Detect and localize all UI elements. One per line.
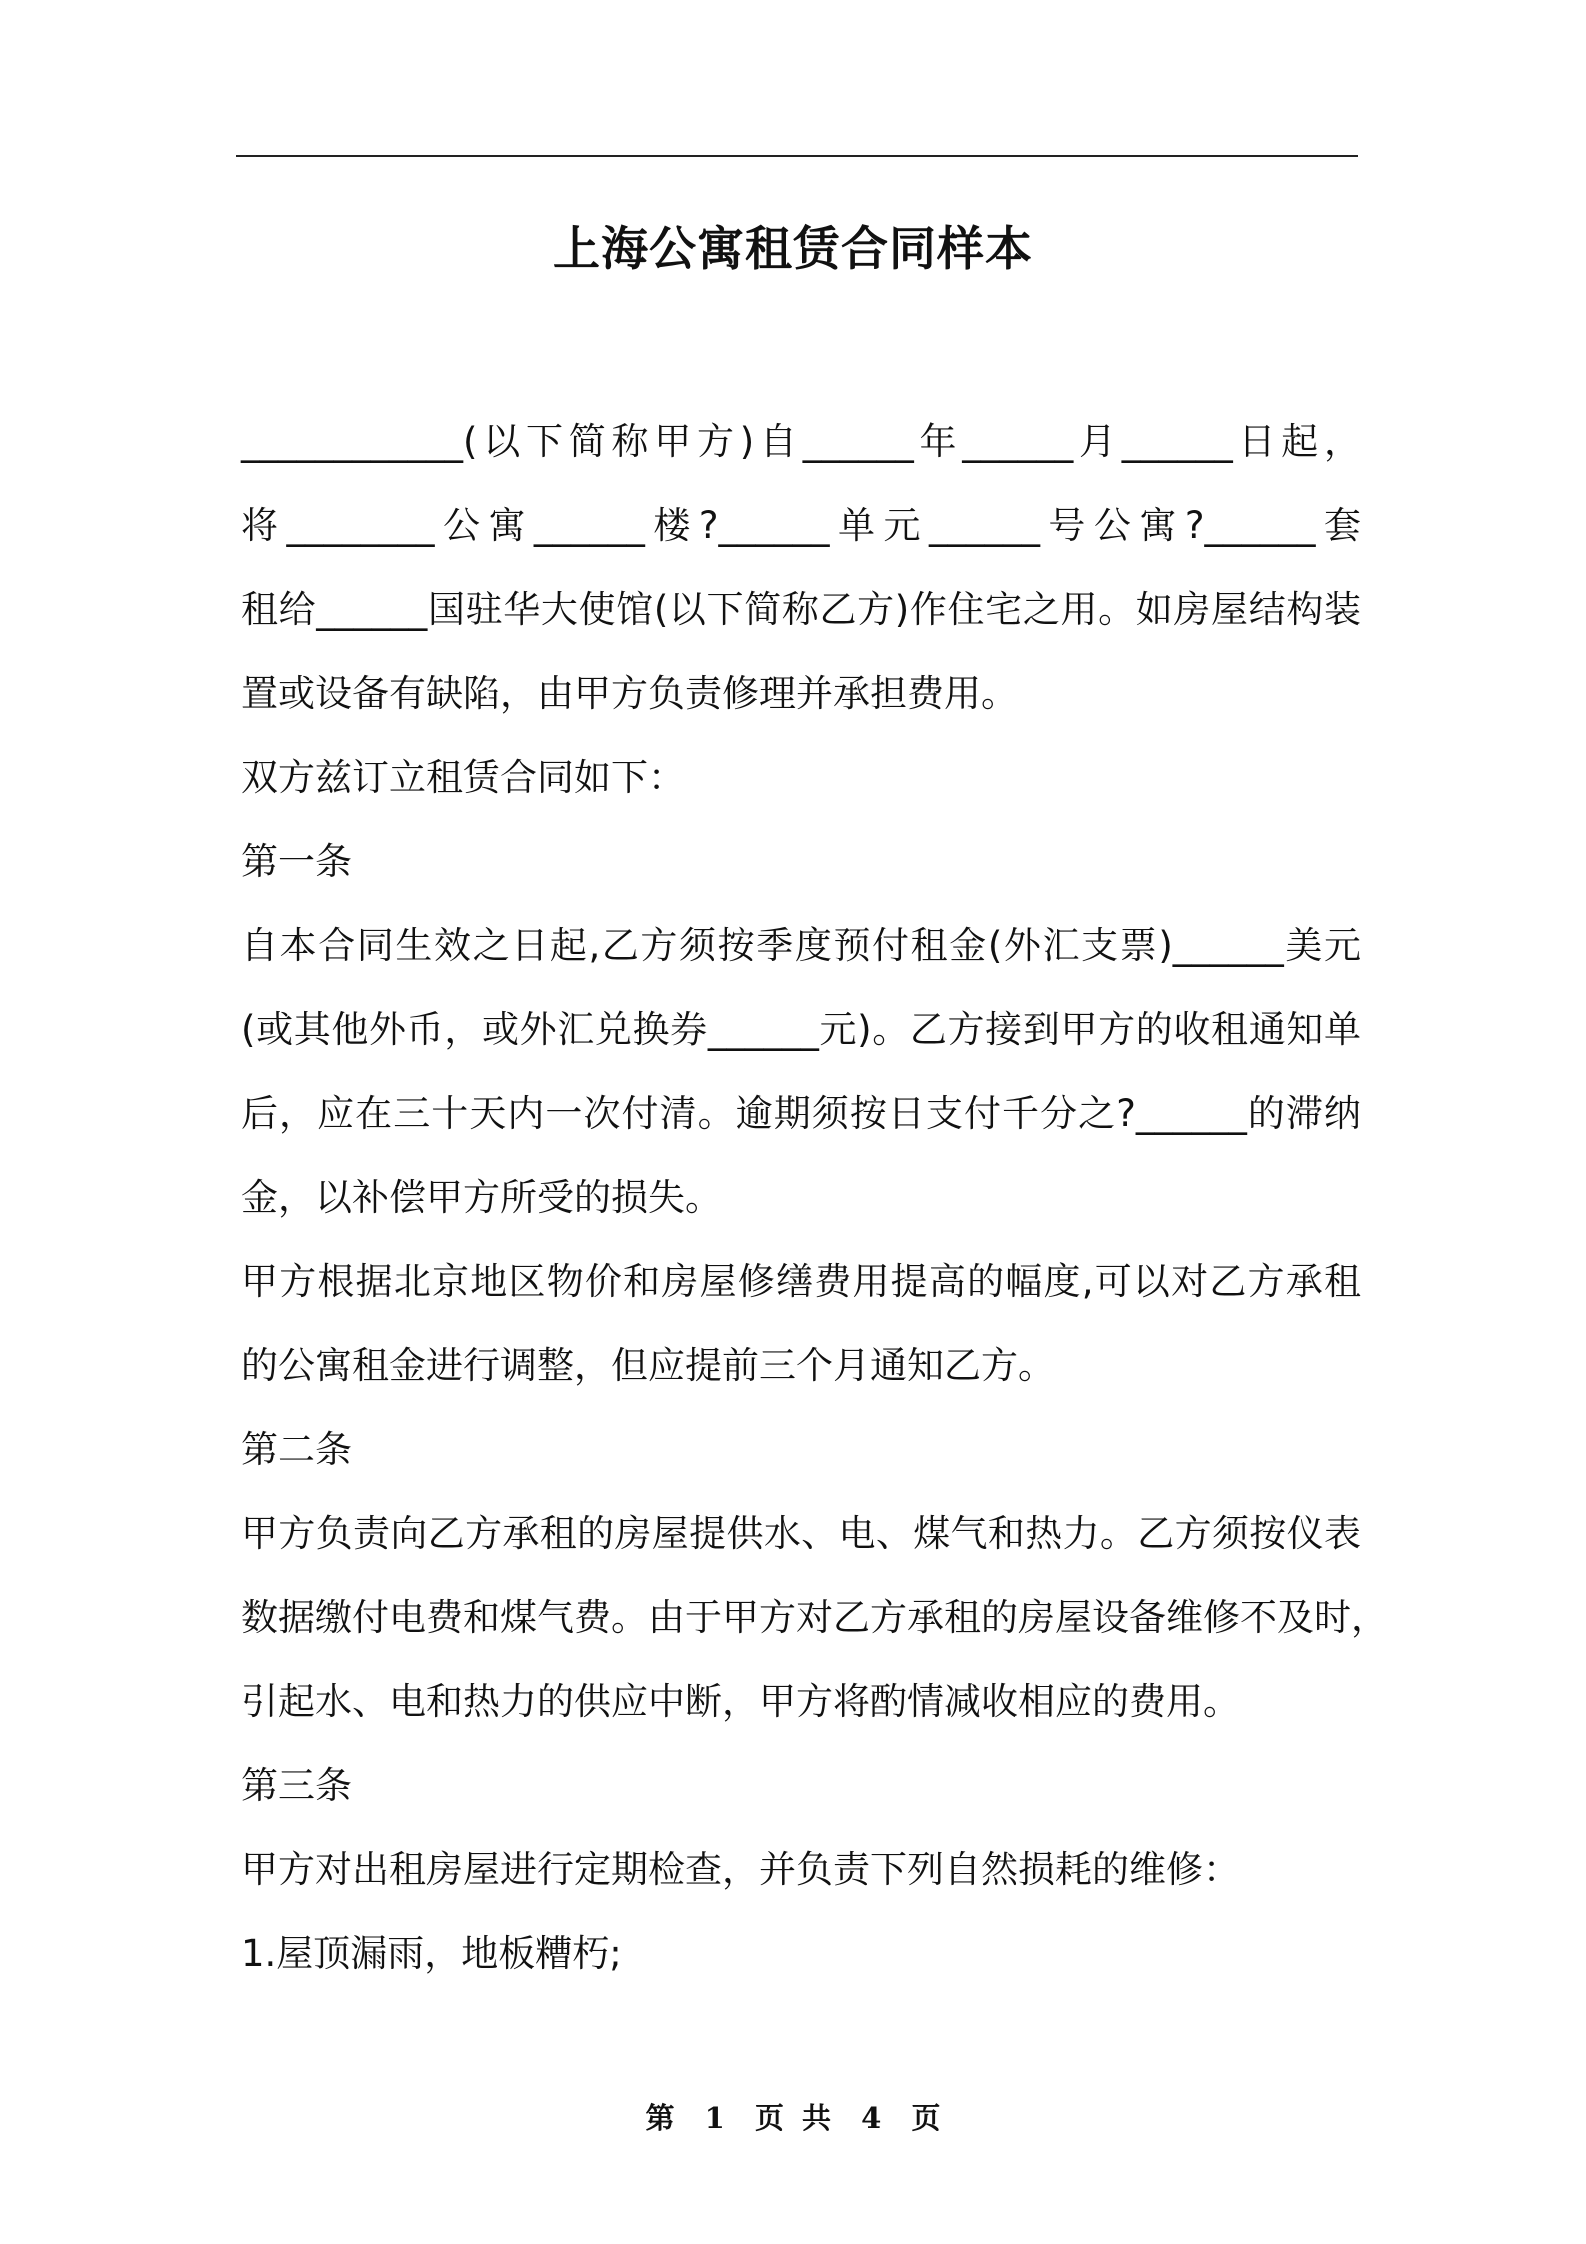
page-number-suffix: 页 xyxy=(911,2101,941,2135)
body-line: 双方兹订立租赁合同如下： xyxy=(241,756,685,799)
body-line: 数据缴付电费和煤气费。由于甲方对乙方承租的房屋设备维修不及时， xyxy=(241,1596,1388,1639)
body-line: 置或设备有缺陷，由甲方负责修理并承担费用。 xyxy=(241,672,1018,715)
body-line: 自本合同生效之日起,乙方须按季度预付租金(外汇支票)______美元 xyxy=(241,924,1361,967)
article-heading: 第二条 xyxy=(241,1428,352,1471)
body-line: 的公寓租金进行调整，但应提前三个月通知乙方。 xyxy=(241,1344,1055,1387)
article-heading: 第一条 xyxy=(241,840,352,883)
body-line: 租给______国驻华大使馆(以下简称乙方)作住宅之用。如房屋结构装 xyxy=(241,588,1361,631)
header-rule xyxy=(236,155,1358,157)
body-line: 1.屋顶漏雨，地板糟朽; xyxy=(241,1932,622,1975)
body-line: ____________(以下简称甲方)自______年______月______日起， xyxy=(241,420,1361,463)
page-number-prefix: 第 xyxy=(645,2101,675,2135)
article-heading: 第三条 xyxy=(241,1764,352,1807)
document-title: 上海公寓租赁合同样本 xyxy=(553,222,1033,277)
document-body xyxy=(241,400,1388,1996)
page-number-current: 1 xyxy=(704,2101,725,2135)
body-line: 甲方根据北京地区物价和房屋修缮费用提高的幅度,可以对乙方承租 xyxy=(241,1260,1361,1303)
body-line: 引起水、电和热力的供应中断，甲方将酌情减收相应的费用。 xyxy=(241,1680,1240,1723)
body-line: 甲方负责向乙方承租的房屋提供水、电、煤气和热力。乙方须按仪表 xyxy=(241,1512,1361,1555)
body-line: 将________公寓______楼?______单元______号公寓?______套 xyxy=(241,504,1361,547)
body-line: (或其他外币，或外汇兑换券______元)。乙方接到甲方的收租通知单 xyxy=(241,1008,1361,1051)
page-number-total: 4 xyxy=(861,2101,882,2135)
page-number xyxy=(0,2096,1586,2137)
body-line: 后，应在三十天内一次付清。逾期须按日支付千分之?______的滞纳 xyxy=(241,1092,1361,1135)
page-number-middle: 页 共 xyxy=(754,2101,832,2135)
body-line: 甲方对出租房屋进行定期检查，并负责下列自然损耗的维修： xyxy=(241,1848,1240,1891)
body-line: 金，以补偿甲方所受的损失。 xyxy=(241,1176,722,1219)
